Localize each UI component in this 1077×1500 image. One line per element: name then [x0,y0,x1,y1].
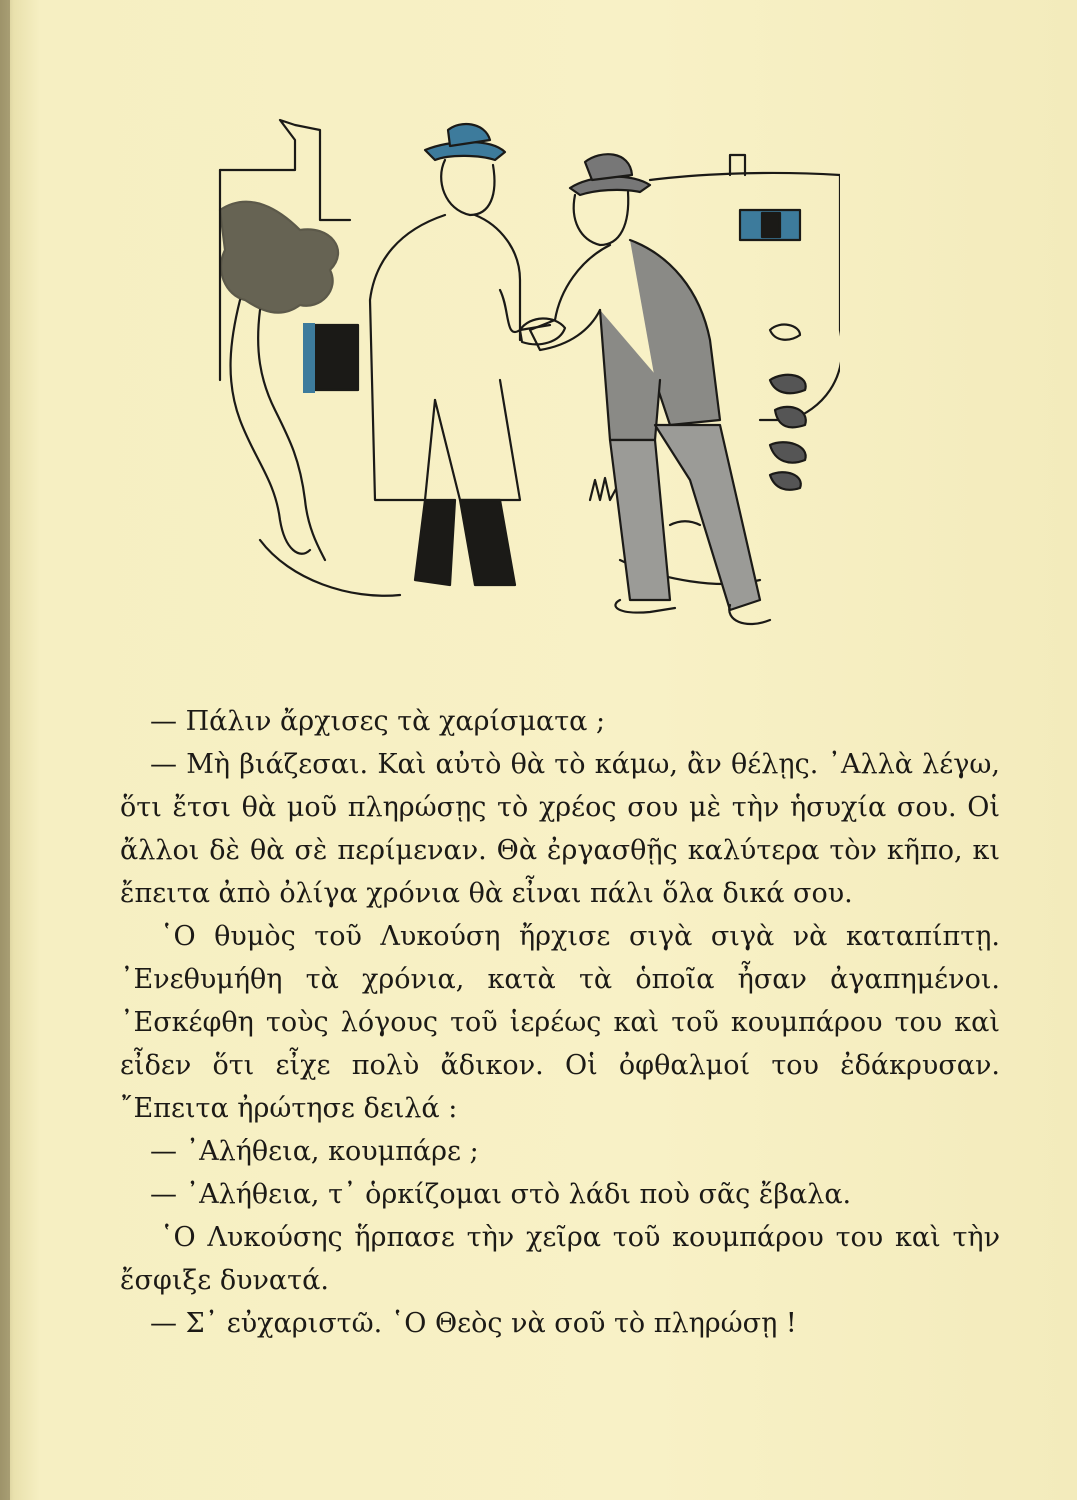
two-men-handshake-illustration [200,80,840,640]
paragraph: — Σ᾿ εὐχαριστῶ. ῾Ο Θεὸς νὰ σοῦ τὸ πληρώσῃ ! [150,1308,797,1339]
paragraph: ῾Ο θυμὸς τοῦ Λυκούση ἤρχισε σιγὰ σιγὰ νὰ καταπίπτῃ. ᾿Ενεθυμήθη τὰ χρόνια, κατὰ τὰ ὁποῖα ἦσαν ἀγαπημένοι. ᾿Εσκέφθη τοὺς λόγους τοῦ ἱερέως καὶ τοῦ κουμπάρου του καὶ εἶδεν ὅτι εἶχε πολὺ ἄδικον. Οἱ ὀφθαλμοί του ἐδάκρυσαν. ῎Επειτα ἠρώτησε δειλά : [120,921,1000,1124]
story-text [120,700,1000,1345]
paragraph: — Μὴ βιάζεσαι. Καὶ αὐτὸ θὰ τὸ κάμω, ἂν θέλῃς. ᾿Αλλὰ λέγω, ὅτι ἔτσι θὰ μοῦ πληρώσῃς τὸ χρέος σου μὲ τὴν ἡσυχία σου. Οἱ ἄλλοι δὲ θὰ σὲ περίμεναν. Θὰ ἐργασθῇς καλύτερα τὸν κῆπο, κι ἔπειτα ἀπὸ ὀλίγα χρόνια θὰ εἶναι πάλι ὅλα δικά σου. [120,749,1000,909]
paragraph: — ᾿Αλήθεια, τ᾿ ὁρκίζομαι στὸ λάδι ποὺ σᾶς ἔβαλα. [150,1179,852,1210]
binding-edge [0,0,10,1500]
paragraph: ῾Ο Λυκούσης ἥρπασε τὴν χεῖρα τοῦ κουμπάρου του καὶ τὴν ἔσφιξε δυνατά. [120,1222,1000,1296]
paragraph: — ᾿Αλήθεια, κουμπάρε ; [150,1136,479,1167]
paragraph: — Πάλιν ἄρχισες τὰ χαρίσματα ; [150,706,606,737]
